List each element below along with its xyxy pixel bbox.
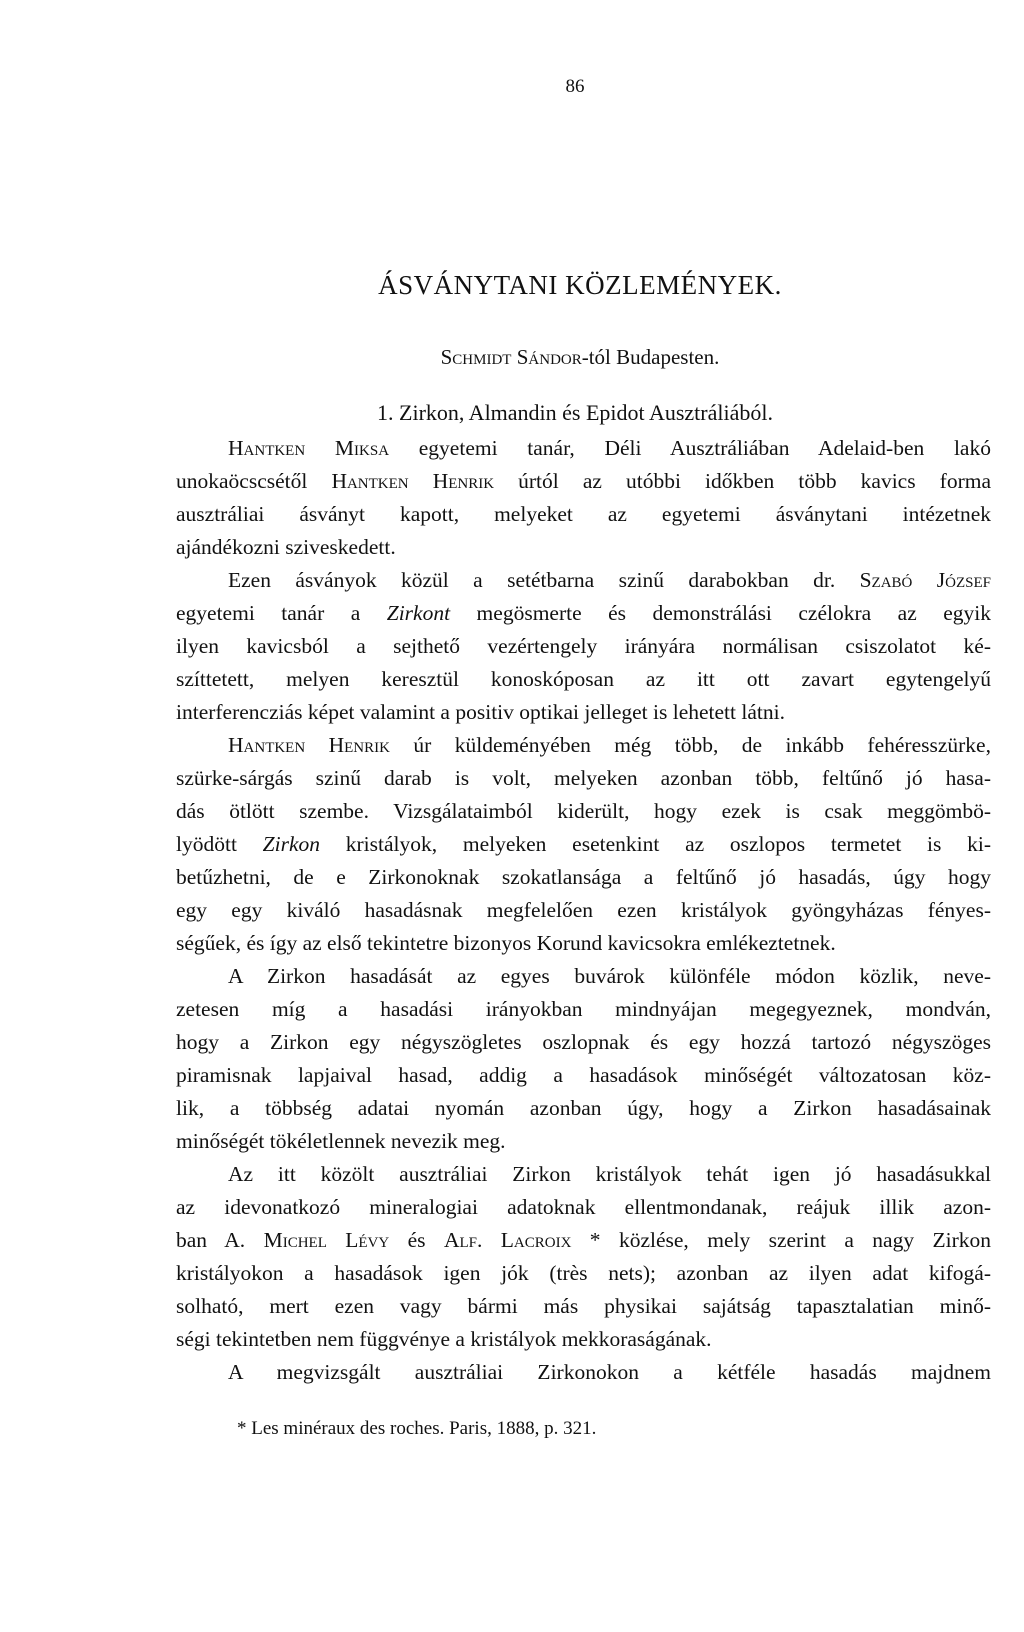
text-run: interferencziás képet valamint a positiv optikai jelleget is lehetett látni. bbox=[176, 700, 785, 724]
text-run: ségi tekintetben nem függvénye a kristályok mekkoraságának. bbox=[176, 1327, 712, 1351]
text-run: solható, mert ezen vagy bármi más physikai sajátság tapasztalatian minő- bbox=[176, 1294, 991, 1318]
text-line bbox=[176, 1092, 991, 1125]
text-line bbox=[176, 432, 991, 465]
text-run: A megvizsgált ausztráliai Zirkonokon a kétféle hasadás majdnem bbox=[228, 1360, 991, 1384]
author-suffix: -tól Budapesten. bbox=[581, 345, 720, 369]
text-line bbox=[176, 1290, 991, 1323]
text-run: hogy a Zirkon egy négyszögletes oszlopnak és egy hozzá tartozó négyszöges bbox=[176, 1030, 991, 1054]
text-run: egyetemi tanár, Déli Ausztráliában Adelaid-ben lakó bbox=[389, 436, 991, 460]
text-run: ajándékozni sziveskedett. bbox=[176, 535, 396, 559]
text-run: minőségét tökéletlennek nevezik meg. bbox=[176, 1129, 506, 1153]
text-run: zetesen míg a hasadási irányokban mindnyájan megegyeznek, mondván, bbox=[176, 997, 991, 1021]
text-line bbox=[176, 894, 991, 927]
text-run: A Zirkon hasadását az egyes buvárok különféle módon közlik, neve- bbox=[228, 964, 991, 988]
person-name: Alf. Lacroix bbox=[443, 1228, 572, 1252]
text-run: ausztráliai ásványt kapott, melyeket az egyetemi ásványtani intézetnek bbox=[176, 502, 991, 526]
text-line bbox=[176, 531, 991, 564]
text-run: az idevonatkozó mineralogiai adatoknak ellentmondanak, reájuk illik azon- bbox=[176, 1195, 991, 1219]
text-run: * közlése, mely szerint a nagy Zirkon bbox=[571, 1228, 991, 1252]
text-run: szürke-sárgás szinű darab is volt, melyeken azonban több, feltűnő jó hasa- bbox=[176, 766, 991, 790]
person-name: Szabó József bbox=[859, 568, 991, 592]
person-name: Hantken Henrik bbox=[331, 469, 495, 493]
text-line bbox=[176, 498, 991, 531]
text-run: megösmerte és demonstrálási czélokra az egyik bbox=[450, 601, 991, 625]
text-line bbox=[176, 828, 991, 861]
text-line bbox=[176, 960, 991, 993]
section-heading: 1. Zirkon, Almandin és Epidot Ausztráliából. bbox=[377, 400, 773, 425]
text-line bbox=[176, 1224, 991, 1257]
author-line bbox=[0, 345, 1024, 370]
text-run: Az itt közölt ausztráliai Zirkon kristályok tehát igen jó hasadásukkal bbox=[228, 1162, 991, 1186]
text-line bbox=[176, 1125, 991, 1158]
footnote: * Les minéraux des roches. Paris, 1888, p. 321. bbox=[237, 1418, 597, 1439]
text-line bbox=[176, 1356, 991, 1389]
text-line bbox=[176, 795, 991, 828]
author-name: Schmidt Sándor bbox=[440, 345, 582, 369]
text-line bbox=[176, 1191, 991, 1224]
text-run: egy egy kiváló hasadásnak megfelelően ezen kristályok gyöngyházas fényes- bbox=[176, 898, 991, 922]
person-name: Hantken Henrik bbox=[228, 733, 390, 757]
text-line bbox=[176, 1059, 991, 1092]
text-line bbox=[176, 696, 991, 729]
text-line bbox=[176, 663, 991, 696]
text-run: ban A. bbox=[176, 1228, 264, 1252]
text-line bbox=[176, 927, 991, 960]
text-line bbox=[176, 564, 991, 597]
italic-term: Zirkon bbox=[262, 832, 321, 856]
text-line bbox=[176, 729, 991, 762]
text-run: úr küldeményében még több, de inkább fehéresszürke, bbox=[389, 733, 991, 757]
text-run: lik, a többség adatai nyomán azonban úgy, hogy a Zirkon hasadásainak bbox=[176, 1096, 991, 1120]
text-line bbox=[176, 993, 991, 1026]
text-run: ilyen kavicsból a sejthető vezértengely irányára normálisan csiszolatot ké- bbox=[176, 634, 991, 658]
person-name: Michel Lévy bbox=[263, 1228, 390, 1252]
text-run: úrtól az utóbbi időkben több kavics forma bbox=[494, 469, 991, 493]
text-run: lyödött bbox=[176, 832, 263, 856]
text-run: dás ötlött szembe. Vizsgálataimból kiderült, hogy ezek is csak meggömbö- bbox=[176, 799, 991, 823]
text-run: unokaöcscsétől bbox=[176, 469, 332, 493]
body-text bbox=[176, 432, 991, 1389]
text-run: és bbox=[389, 1228, 444, 1252]
text-run: kristályokon a hasadások igen jók (très nets); azonban az ilyen adat kifogá- bbox=[176, 1261, 991, 1285]
text-run: szíttetett, melyen keresztül konoskóposan az itt ott zavart egytengelyű bbox=[176, 667, 991, 691]
text-run: kristályok, melyeken esetenkint az oszlopos termetet is ki- bbox=[320, 832, 991, 856]
text-line bbox=[176, 597, 991, 630]
page-number: 86 bbox=[565, 76, 585, 97]
text-line bbox=[176, 1158, 991, 1191]
text-line bbox=[176, 762, 991, 795]
text-line bbox=[176, 465, 991, 498]
italic-term: Zirkont bbox=[386, 601, 451, 625]
text-run: egyetemi tanár a bbox=[176, 601, 387, 625]
text-run: ségűek, és így az első tekintetre bizonyos Korund kavicsokra emlékeztetnek. bbox=[176, 931, 836, 955]
text-line bbox=[176, 630, 991, 663]
text-line bbox=[176, 1323, 991, 1356]
text-line bbox=[176, 861, 991, 894]
text-run: Ezen ásványok közül a setétbarna szinű darabokban dr. bbox=[228, 568, 860, 592]
text-run: piramisnak lapjaival hasad, addig a hasadások minőségét változatosan köz- bbox=[176, 1063, 991, 1087]
text-run: betűzhetni, de e Zirkonoknak szokatlansága a feltűnő jó hasadás, úgy hogy bbox=[176, 865, 991, 889]
person-name: Hantken Miksa bbox=[228, 436, 390, 460]
text-line bbox=[176, 1257, 991, 1290]
article-title: ÁSVÁNYTANI KÖZLEMÉNYEK. bbox=[378, 270, 782, 300]
text-line bbox=[176, 1026, 991, 1059]
